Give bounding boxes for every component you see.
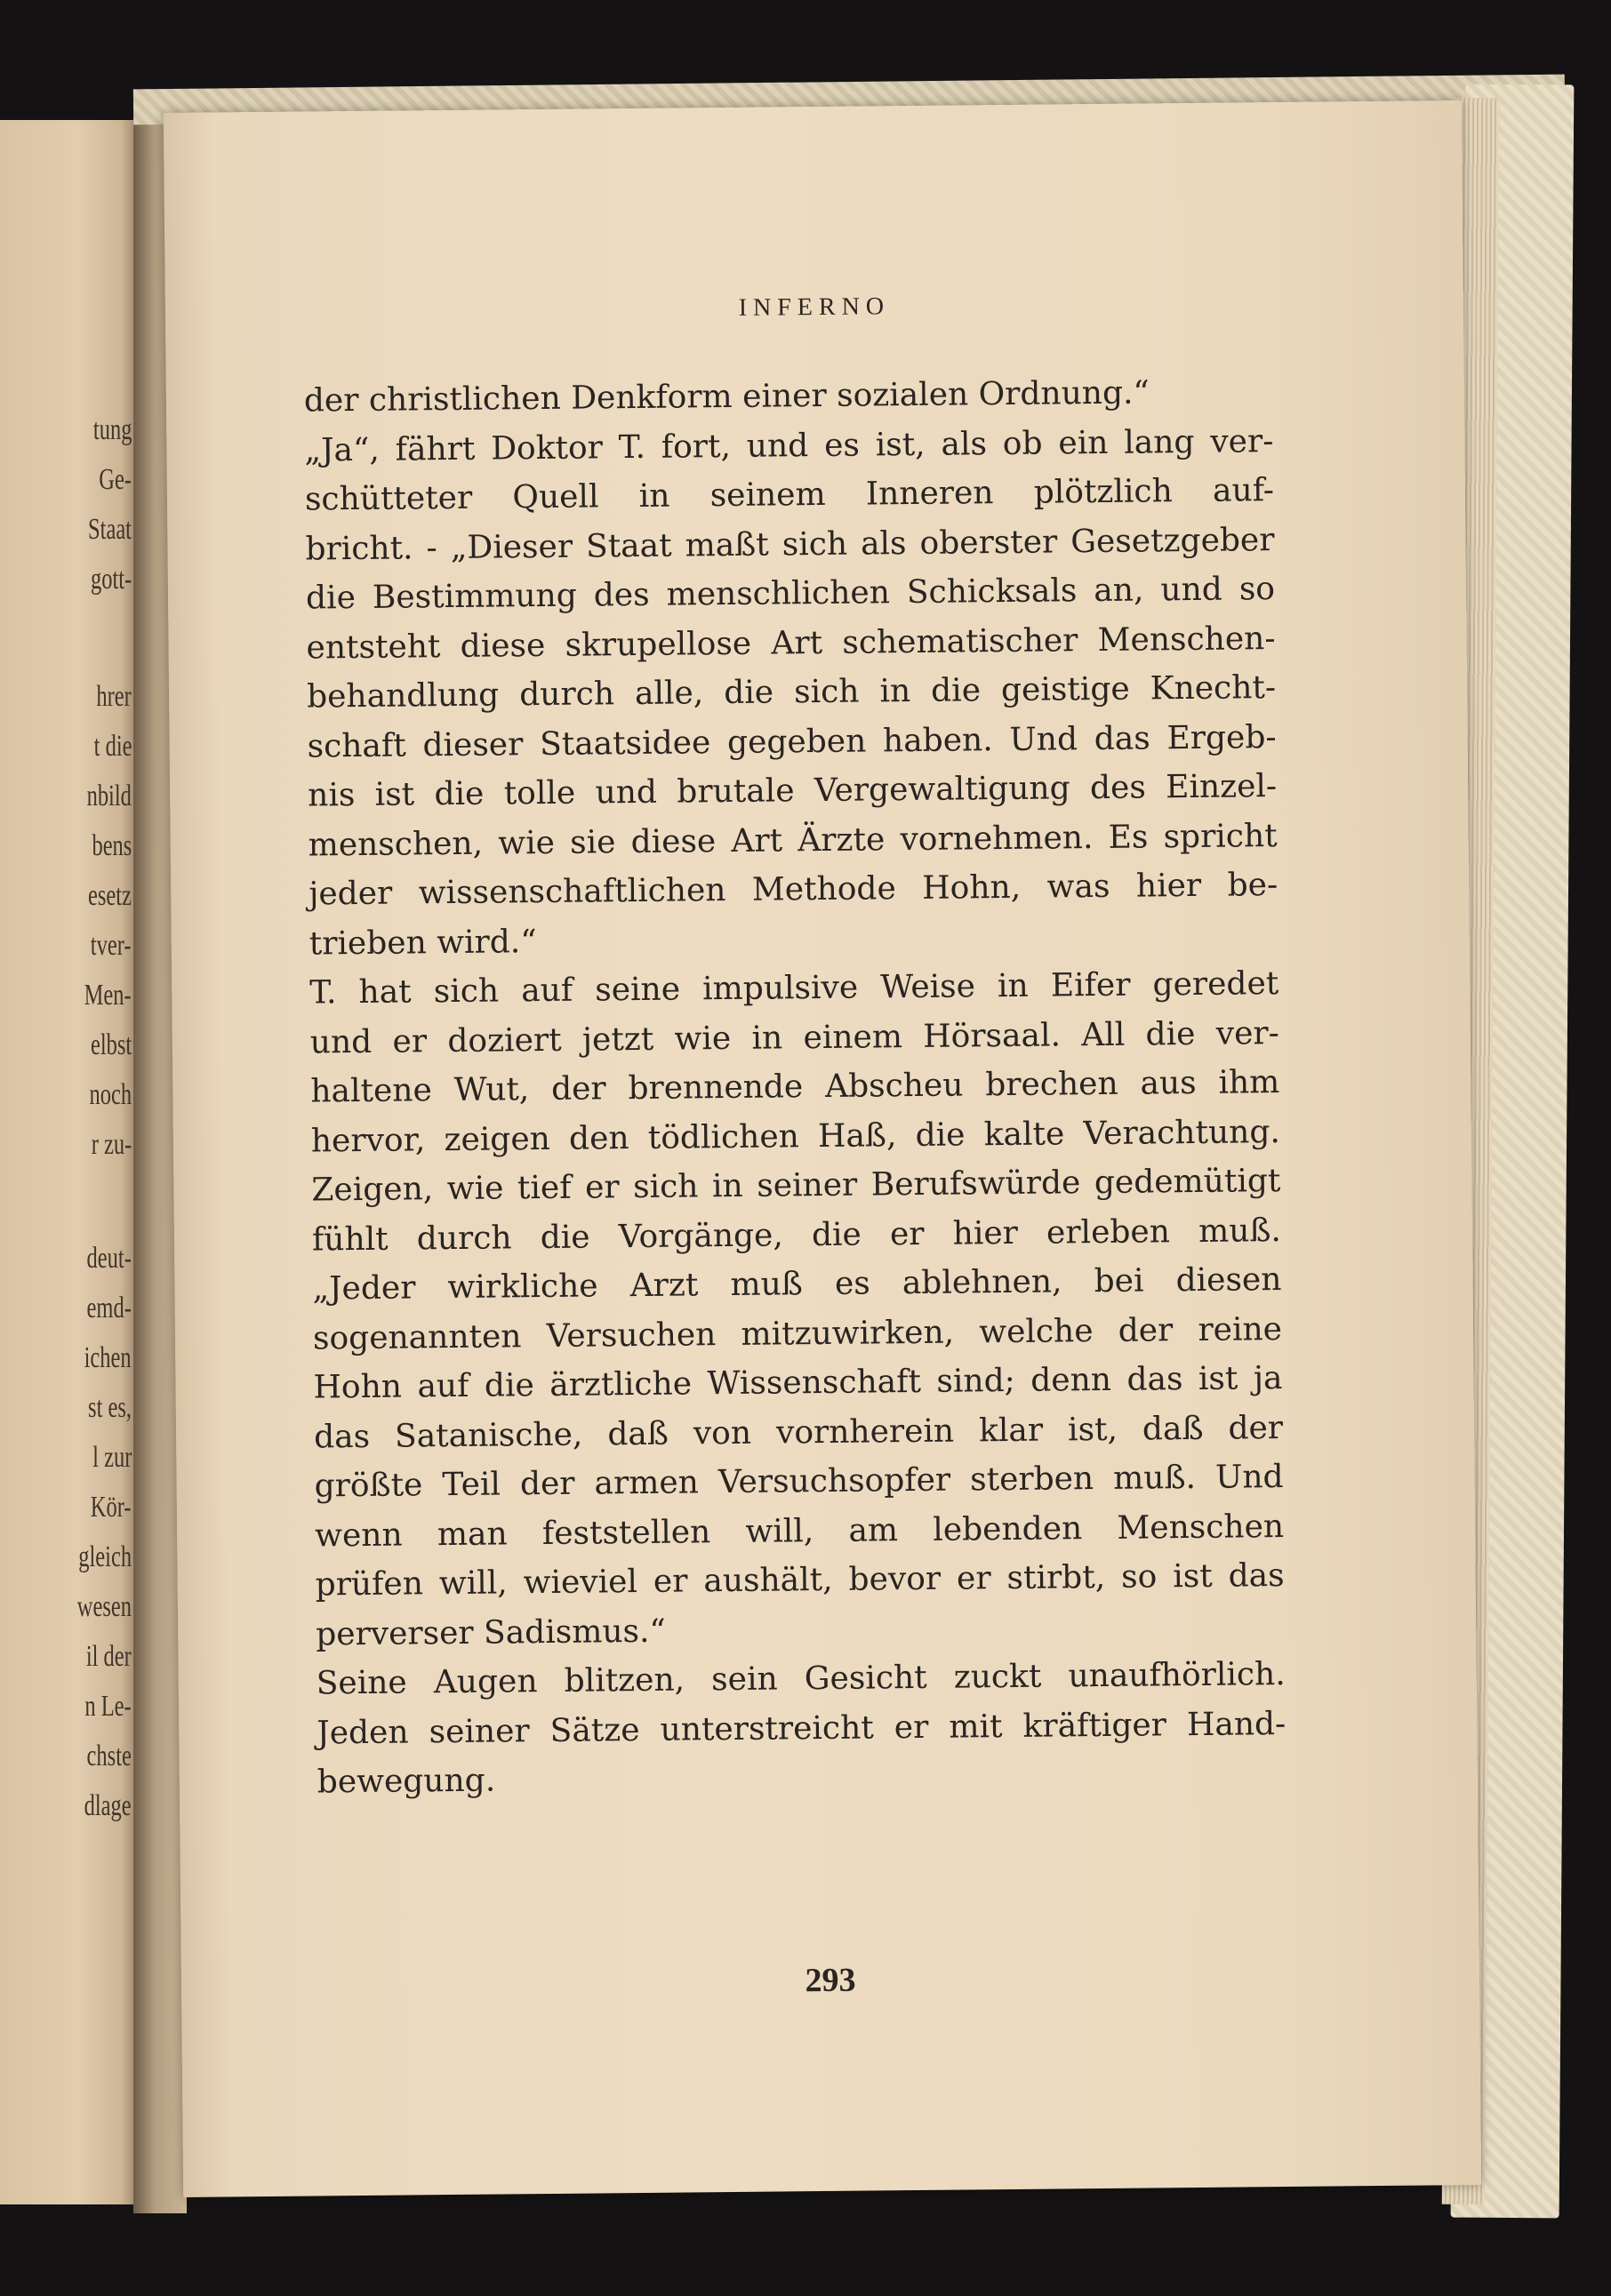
- text-line: schaft dieser Staatsidee gegeben haben. Und das Ergeb-: [307, 718, 1277, 765]
- left-page-line: Men-: [84, 979, 132, 1012]
- left-page-line: esetz: [88, 879, 132, 912]
- left-page-line: dlage: [84, 1789, 132, 1822]
- left-page-line: t die: [93, 730, 132, 763]
- left-page-line: ichen: [84, 1341, 132, 1374]
- left-page-line: r zu-: [91, 1128, 132, 1161]
- left-page-line: Kör-: [91, 1491, 132, 1524]
- left-page-line: nbild: [86, 780, 132, 812]
- text-line: größte Teil der armen Versuchsopfer sterben muß. Und: [314, 1459, 1284, 1505]
- text-line: „Jeder wirkliche Arzt muß es ablehnen, bei diesen: [312, 1261, 1282, 1308]
- text-line: prüfen will, wieviel er aushält, bevor er stirbt, so ist das: [315, 1557, 1285, 1604]
- text-line: Jeden seiner Sätze unterstreicht er mit kräftiger Hand-: [317, 1705, 1286, 1751]
- left-page-line: gleich: [78, 1540, 132, 1573]
- book-page: [164, 100, 1481, 2197]
- text-line: Zeigen, wie tief er sich in seiner Berufswürde gedemütigt: [311, 1163, 1281, 1209]
- text-line: haltene Wut, der brennende Abscheu brechen aus ihm: [310, 1064, 1280, 1110]
- text-line: und er doziert jetzt wie in einem Hörsaal. All die ver-: [309, 1014, 1279, 1061]
- left-page-line: emd-: [86, 1292, 132, 1324]
- text-line: hervor, zeigen den tödlichen Haß, die kalte Verachtung.: [310, 1113, 1281, 1160]
- text-line: wenn man feststellen will, am lebenden Menschen: [314, 1508, 1285, 1554]
- text-line: T. hat sich auf seine impulsive Weise in Eifer geredet: [309, 965, 1279, 1012]
- text-line: behandlung durch alle, die sich in die geistige Knecht-: [306, 669, 1277, 716]
- text-line: fühlt durch die Vorgänge, die er hier erleben muß.: [311, 1212, 1282, 1259]
- text-line: „Ja“, fährt Doktor T. fort, und es ist, als ob ein lang ver-: [304, 422, 1274, 469]
- left-page-line: Staat: [88, 513, 132, 546]
- text-line: nis ist die tolle und brutale Vergewaltigung des Einzel-: [307, 768, 1278, 814]
- text-line: jeder wissenschaftlichen Methode Hohn, was hier be-: [309, 867, 1278, 913]
- text-line: sogenannten Versuchen mitzuwirken, welche der reine: [312, 1310, 1283, 1357]
- text-line: die Bestimmung des menschlichen Schicksals an, und so: [305, 571, 1276, 617]
- text-line: menschen, wie sie diese Art Ärzte vornehmen. Es spricht: [308, 817, 1278, 864]
- text-line: Hohn auf die ärztliche Wissenschaft sind; denn das ist ja: [313, 1360, 1283, 1406]
- page-number: 293: [805, 1961, 856, 2000]
- body-text: [304, 367, 1286, 1807]
- text-line: bewegung.: [317, 1762, 496, 1801]
- left-page-line: st es,: [88, 1391, 132, 1424]
- left-page-line: l zur: [92, 1441, 132, 1474]
- text-line: bricht. - „Dieser Staat maßt sich als oberster Gesetzgeber: [305, 521, 1275, 568]
- left-page-line: tver-: [91, 929, 132, 962]
- left-page-line: gott-: [90, 563, 132, 596]
- text-line: perverser Sadismus.“: [316, 1612, 667, 1652]
- left-page-line: n Le-: [84, 1690, 132, 1723]
- left-page-line: il der: [86, 1640, 132, 1673]
- running-head: INFERNO: [738, 292, 891, 322]
- left-page-line: wesen: [76, 1590, 132, 1623]
- text-line: schütteter Quell in seinem Inneren plötzlich auf-: [304, 472, 1275, 518]
- text-line: Seine Augen blitzen, sein Gesicht zuckt unaufhörlich.: [316, 1656, 1286, 1702]
- left-page-line: tung: [92, 413, 132, 446]
- left-page-line: deut-: [86, 1242, 132, 1275]
- text-line: entsteht diese skrupellose Art schematischer Menschen-: [306, 620, 1276, 667]
- text-line: der christlichen Denkform einer sozialen Ordnung.“: [303, 374, 1150, 420]
- previous-page: [0, 120, 142, 2204]
- left-page-line: elbst: [90, 1028, 132, 1061]
- text-line: das Satanische, daß von vornherein klar ist, daß der: [313, 1409, 1284, 1456]
- left-page-line: bens: [92, 829, 132, 862]
- left-page-line: noch: [89, 1078, 132, 1111]
- text-line: trieben wird.“: [309, 923, 537, 963]
- left-page-line: hrer: [96, 680, 132, 713]
- left-page-line: chste: [86, 1740, 132, 1772]
- left-page-line: Ge-: [99, 463, 132, 496]
